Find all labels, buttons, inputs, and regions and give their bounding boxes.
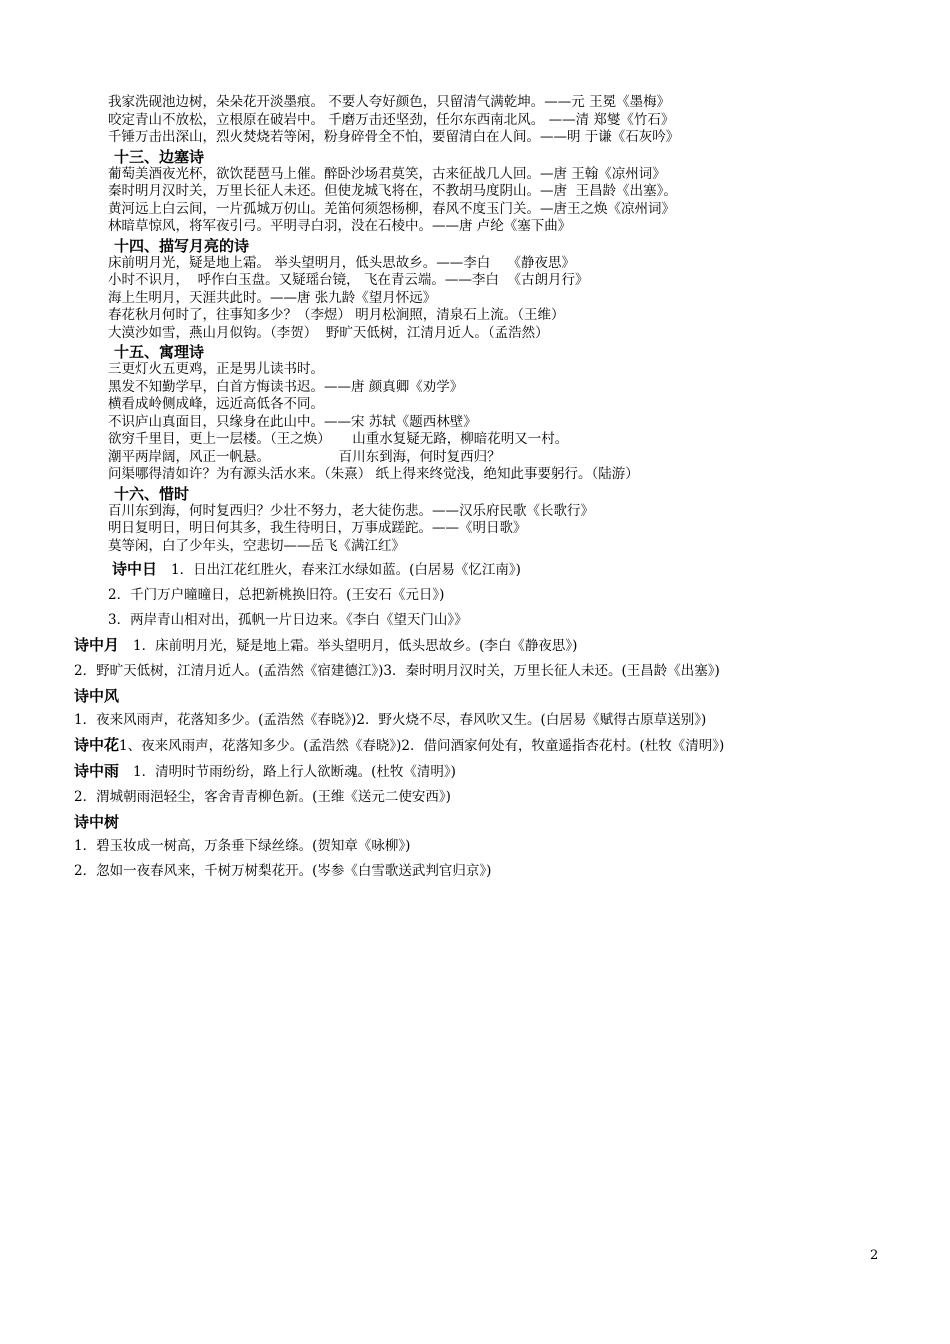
theme-label-rain: 诗中雨 <box>74 762 120 780</box>
poem-line: 问渠哪得清如许？为有源头活水来。（朱熹） 纸上得来终觉浅，绝知此事要躬行。（陆游） <box>108 466 639 482</box>
theme-line: 3．两岸青山相对出，孤帆一片日边来。《李白《望天门山》》 <box>108 612 468 628</box>
theme-line: 1．日出江花红胜火，春来江水绿如蓝。(白居易《忆江南》) <box>171 562 521 578</box>
poem-line: 明日复明日，明日何其多，我生待明日，万事成蹉跎。——《明日歌》 <box>108 520 527 536</box>
poem-line: 小时不识月， 呼作白玉盘。又疑瑶台镜， 飞在青云端。——李白 《古朗月行》 <box>108 272 589 288</box>
poem-line: 三更灯火五更鸡，正是男儿读书时。 <box>108 361 324 377</box>
theme-label-sun: 诗中日 <box>112 560 158 578</box>
poem-line: 林暗草惊风，将军夜引弓。平明寻白羽，没在石棱中。——唐 卢纶《塞下曲》 <box>108 218 572 234</box>
theme-moon-row <box>74 633 914 659</box>
poem-line: 咬定青山不放松，立根原在破岩中。 千磨万击还坚劲，任尔东西南北风。 ——清 郑燮《竹石》 <box>108 111 675 128</box>
theme-sun-row <box>74 557 914 583</box>
poem-line: 千锤万击出深山，烈火焚烧若等闲，粉身碎骨全不怕，要留清白在人间。——明 于谦《石灰吟》 <box>108 129 680 145</box>
poem-line: 大漠沙如雪，燕山月似钩。（李贺） 野旷天低树，江清月近人。（孟浩然） <box>108 324 549 341</box>
poem-line: 床前明月光，疑是地上霜。 举头望明月，低头思故乡。——李白 《静夜思》 <box>108 254 575 271</box>
page-number: 2 <box>870 1248 879 1263</box>
section-heading-frontier: 十三、边塞诗 <box>114 147 205 166</box>
theme-line: 1．清明时节雨纷纷，路上行人欲断魂。(杜牧《清明》) <box>133 764 456 780</box>
poem-line: 黑发不知勤学早，白首方悔读书迟。——唐 颜真卿《劝学》 <box>108 378 464 395</box>
theme-flower-row <box>74 733 914 759</box>
poem-line: 百川东到海，何时复西归？少壮不努力，老大徒伤悲。——汉乐府民歌《长歌行》 <box>108 502 594 519</box>
section-heading-time: 十六、惜时 <box>114 484 190 503</box>
poem-line: 葡萄美酒夜光杯，欲饮琵琶马上催。醉卧沙场君莫笑，古来征战几人回。—唐 王翰《凉州词》 <box>108 165 666 182</box>
poem-line: 秦时明月汉时关，万里长征人未还。但使龙城飞将在，不教胡马度阴山。—唐 王昌龄《出塞》。 <box>108 183 677 199</box>
theme-rain-row <box>74 759 914 785</box>
poem-line: 横看成岭侧成峰，远近高低各不同。 <box>108 396 324 412</box>
theme-line: 1．床前明月光，疑是地上霜。举头望明月，低头思故乡。(李白《静夜思》) <box>133 638 578 654</box>
theme-label-moon: 诗中月 <box>74 636 120 654</box>
themed-poems <box>74 557 914 884</box>
theme-label-wind: 诗中风 <box>74 687 120 705</box>
theme-label-tree: 诗中树 <box>74 813 120 831</box>
poem-line: 不识庐山真面目，只缘身在此山中。——宋 苏轼《题西林壁》 <box>108 413 477 430</box>
poem-line: 莫等闲，白了少年头，空悲切——岳飞《满江红》 <box>108 537 405 554</box>
poem-line: 欲穷千里目，更上一层楼。（王之焕） 山重水复疑无路，柳暗花明又一村。 <box>108 431 569 447</box>
theme-label-flower: 诗中花 <box>74 736 120 754</box>
poem-line: 黄河远上白云间，一片孤城万仞山。羌笛何须怨杨柳，春风不度玉门关。—唐王之焕《凉州词》 <box>108 200 675 217</box>
poem-line: 潮平两岸阔，风正一帆悬。 百川东到海，何时复西归？ <box>108 448 501 465</box>
poem-line: 海上生明月，天涯共此时。——唐 张九龄《望月怀远》 <box>108 289 437 306</box>
theme-line: 1．夜来风雨声，花落知多少。(孟浩然《春晓》)2．野火烧不尽，春风吹又生。(白居易《赋得古原草送别》) <box>74 712 707 728</box>
section-heading-philosophy: 十五、寓理诗 <box>114 343 205 361</box>
theme-line: 1、夜来风雨声，花落知多少。(孟浩然《春晓》)2．借问酒家何处有，牧童遥指杏花村。(杜牧《清明》) <box>119 738 725 754</box>
poem-sections <box>108 94 908 555</box>
theme-line: 2．忽如一夜春风来，千树万树梨花开。(岑参《白雪歌送武判官归京》) <box>74 863 492 879</box>
poem-line: 我家洗砚池边树，朵朵花开淡墨痕。 不要人夸好颜色，只留清气满乾坤。——元 王冕《墨梅》 <box>108 94 671 110</box>
theme-line: 2．野旷天低树，江清月近人。(孟浩然《宿建德江》)3．秦时明月汉时关，万里长征人未还。(王昌龄《出塞》) <box>74 663 720 679</box>
theme-line: 2．渭城朝雨浥轻尘，客舍青青柳色新。(王维《送元二使安西》) <box>74 789 451 805</box>
theme-line: 1．碧玉妆成一树高，万条垂下绿丝绦。(贺知章《咏柳》) <box>74 838 411 854</box>
poem-line: 春花秋月何时了，往事知多少？（李煜） 明月松涧照，清泉石上流。（王维） <box>108 307 565 323</box>
theme-line: 2．千门万户曈曈日，总把新桃换旧符。(王安石《元日》) <box>108 587 445 603</box>
section-heading-moon: 十四、描写月亮的诗 <box>114 236 250 255</box>
